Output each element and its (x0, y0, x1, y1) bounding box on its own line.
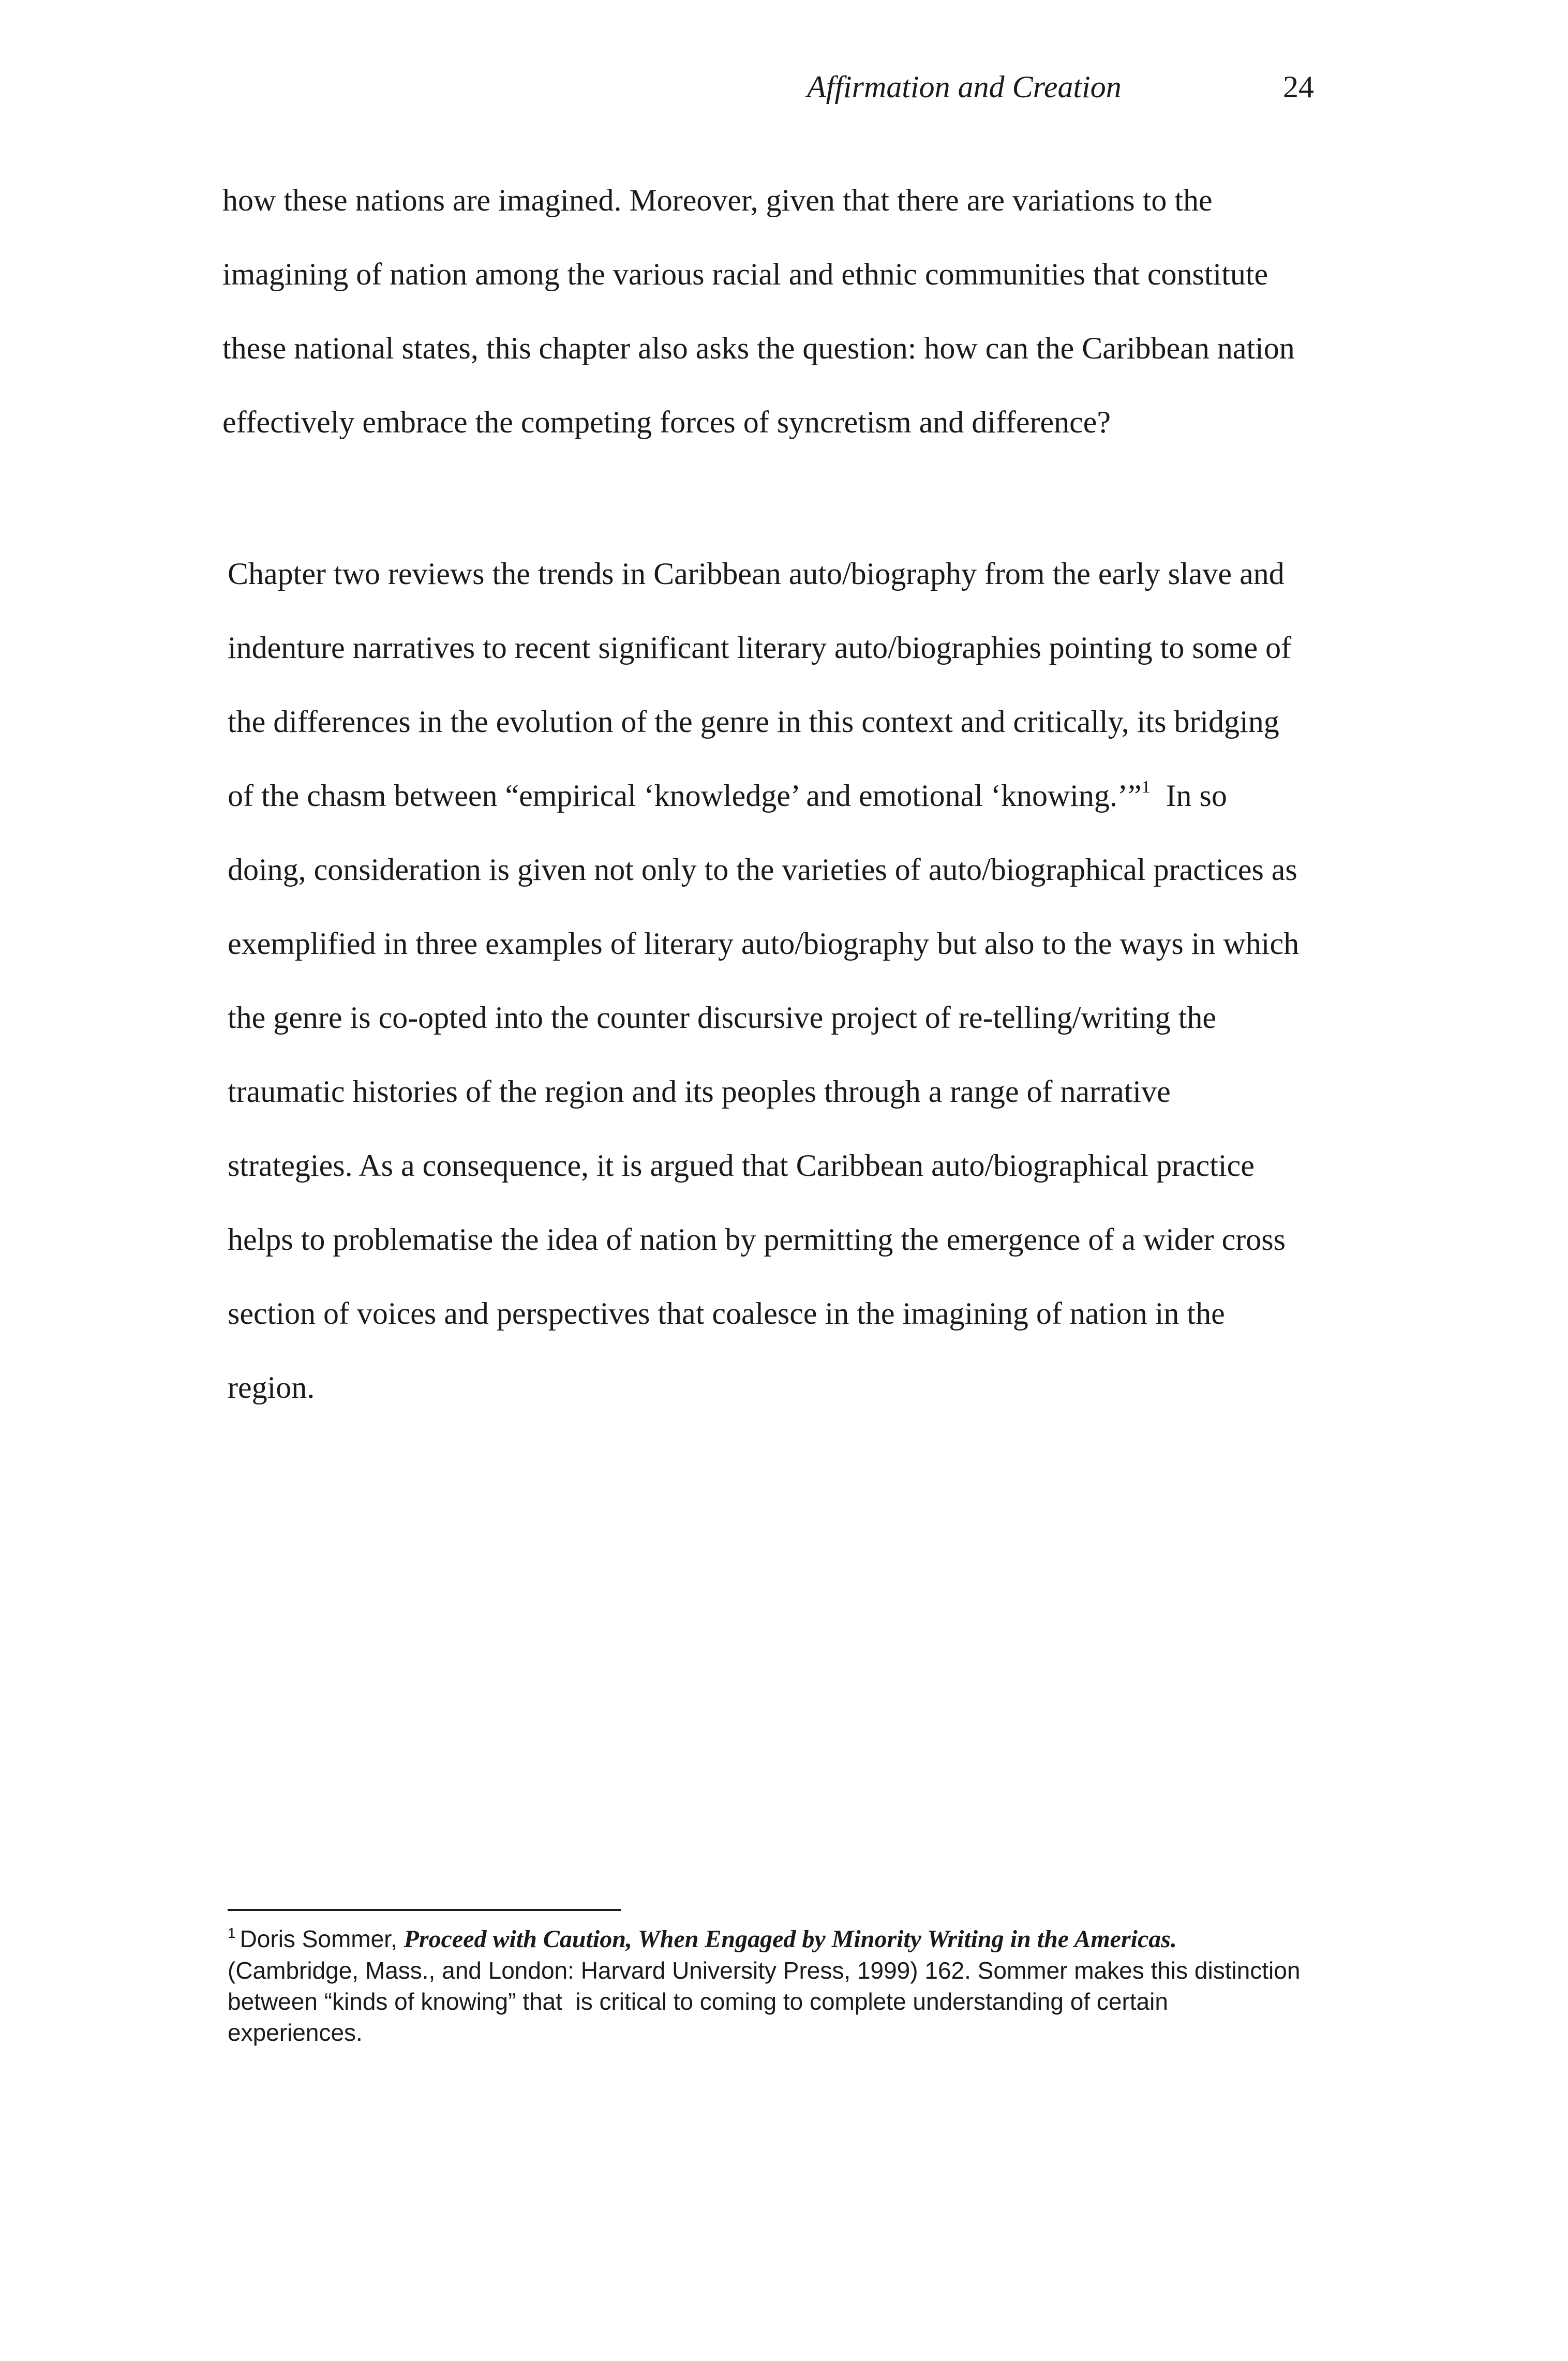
text-line: the differences in the evolution of the genre in this context and critically, its bridging (228, 705, 1279, 739)
footnote-book-title: Proceed with Caution, When Engaged by Minority Writing in the Americas. (404, 1925, 1177, 1953)
footnote-line: experiences. (228, 2019, 363, 2046)
body-text (222, 163, 1350, 1425)
text-line: doing, consideration is given not only to the varieties of auto/biographical practices as (228, 853, 1297, 887)
text-line: section of voices and perspectives that coalesce in the imagining of nation in the (228, 1296, 1225, 1331)
text-line: how these nations are imagined. Moreover, given that there are variations to the (222, 183, 1213, 217)
page-number: 24 (1283, 70, 1314, 104)
text-line: indenture narratives to recent significant literary auto/biographies pointing to some of (228, 631, 1292, 665)
text-line: region. (228, 1370, 315, 1404)
footnote-line: between “kinds of knowing” that is critical to coming to complete understanding of certain (228, 1988, 1168, 2015)
running-title: Affirmation and Creation (807, 70, 1122, 104)
footnote-reference[interactable]: 1 (1141, 778, 1151, 797)
footnote-line: (Cambridge, Mass., and London: Harvard University Press, 1999) 162. Sommer makes this distinction (228, 1957, 1301, 1984)
footnotes (228, 1909, 1345, 2048)
text-line-with-footnote-ref (228, 759, 1350, 833)
paragraph (222, 163, 1350, 459)
text-segment: In so (1150, 779, 1227, 813)
text-line: helps to problematise the idea of nation by permitting the emergence of a wider cross (228, 1222, 1286, 1257)
text-line: strategies. As a consequence, it is argued that Caribbean auto/biographical practice (228, 1148, 1255, 1183)
text-line: Chapter two reviews the trends in Caribbean auto/biography from the early slave and (228, 557, 1285, 591)
footnote-marker: 1 (228, 1925, 236, 1941)
footnote-line (228, 1923, 1345, 1955)
text-line: imagining of nation among the various racial and ethnic communities that constitute (222, 257, 1268, 291)
page-header (735, 61, 1345, 113)
footnote-divider (228, 1909, 621, 1911)
text-line: the genre is co-opted into the counter discursive project of re-telling/writing the (228, 1000, 1217, 1035)
footnote-author: Doris Sommer, (240, 1925, 397, 1952)
footnote (228, 1923, 1345, 2048)
text-line: traumatic histories of the region and its peoples through a range of narrative (228, 1074, 1171, 1109)
text-line: exemplified in three examples of literary auto/biography but also to the ways in which (228, 927, 1300, 961)
text-line: effectively embrace the competing forces of syncretism and difference? (222, 405, 1111, 439)
text-segment: of the chasm between “empirical ‘knowledge’ and emotional ‘knowing.’” (228, 779, 1142, 813)
text-line: these national states, this chapter also asks the question: how can the Caribbean nation (222, 331, 1295, 365)
paragraph (228, 537, 1350, 1425)
